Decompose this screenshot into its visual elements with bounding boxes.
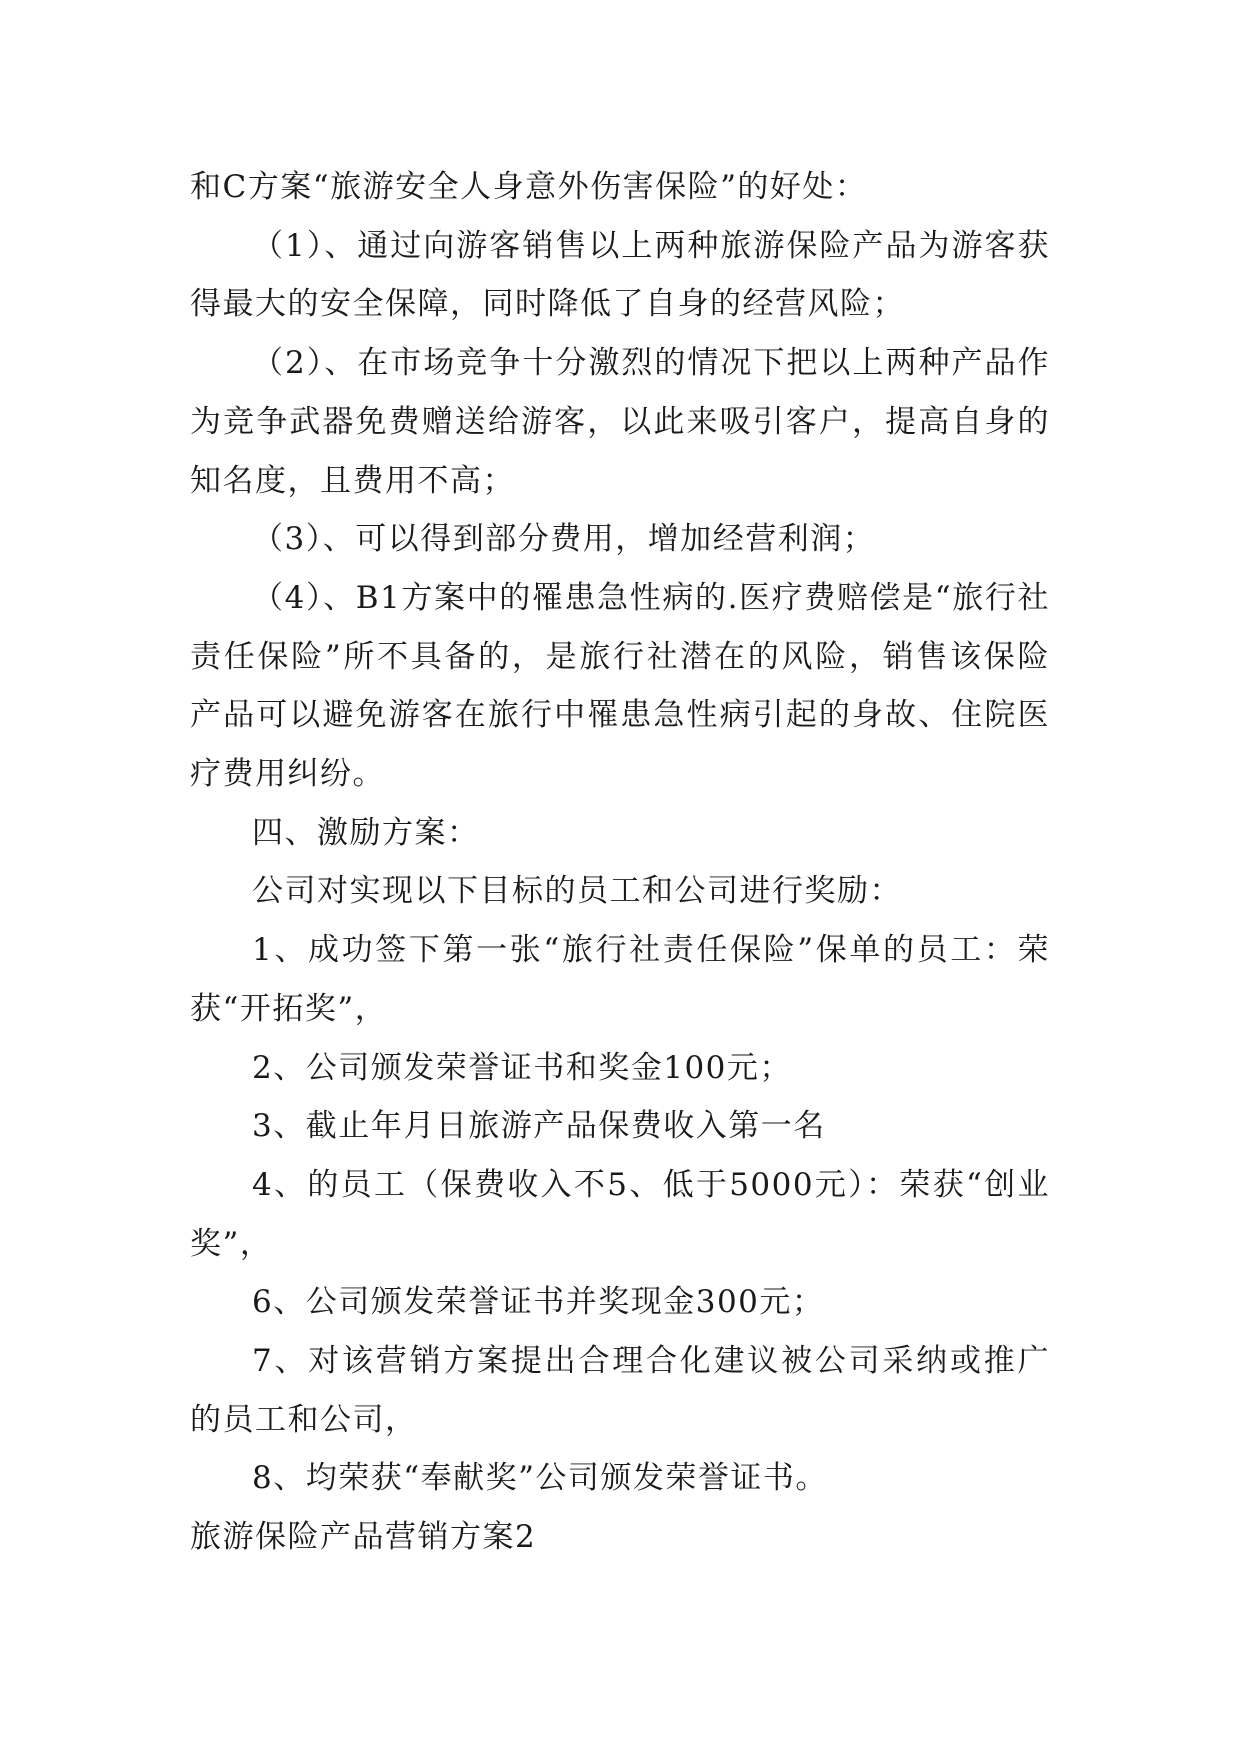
list-item-6: 6、公司颁发荣誉证书并奖现金300元； bbox=[252, 1284, 825, 1321]
document-body bbox=[190, 158, 1050, 1567]
paragraph-benefit-2: （2）、在市场竞争十分激烈的情况下把以上两种产品作为竞争武器免费赠送给游客，以此来吸引客户，提高自身的知名度，且费用不高； bbox=[190, 345, 1050, 499]
paragraph-benefit-1: （1）、通过向游客销售以上两种旅游保险产品为游客获得最大的安全保障，同时降低了自身的经营风险； bbox=[190, 227, 1050, 323]
list-item-2: 2、公司颁发荣誉证书和奖金100元； bbox=[252, 1049, 792, 1086]
section-heading-incentive: 四、激励方案： bbox=[252, 814, 480, 851]
paragraph-benefit-4: （4）、B1方案中的罹患急性病的.医疗费赔偿是“旅行社责任保险”所不具备的，是旅行社潜在的风险，销售该保险产品可以避免游客在旅行中罹患急性病引起的身故、住院医疗费用纠纷。 bbox=[190, 579, 1050, 793]
list-item-4: 4、的员工（保费收入不5、低于5000元）：荣获“创业奖”， bbox=[190, 1166, 1050, 1262]
list-item-3: 3、截止年月日旅游产品保费收入第一名 bbox=[252, 1108, 826, 1145]
list-item-7: 7、对该营销方案提出合理合化建议被公司采纳或推广的员工和公司， bbox=[190, 1343, 1050, 1438]
list-item-8: 8、均荣获“奉献奖”公司颁发荣誉证书。 bbox=[252, 1460, 828, 1497]
list-item-1: 1、成功签下第一张“旅行社责任保险”保单的员工：荣获“开拓奖”， bbox=[190, 932, 1050, 1027]
paragraph-incentive-intro: 公司对实现以下目标的员工和公司进行奖励： bbox=[252, 873, 902, 910]
document-subtitle: 旅游保险产品营销方案2 bbox=[190, 1519, 537, 1556]
paragraph-benefit-3: （3）、可以得到部分费用，增加经营利润； bbox=[252, 521, 876, 558]
paragraph-c-plan-benefits: 和C方案“旅游安全人身意外伤害保险”的好处： bbox=[190, 169, 868, 205]
